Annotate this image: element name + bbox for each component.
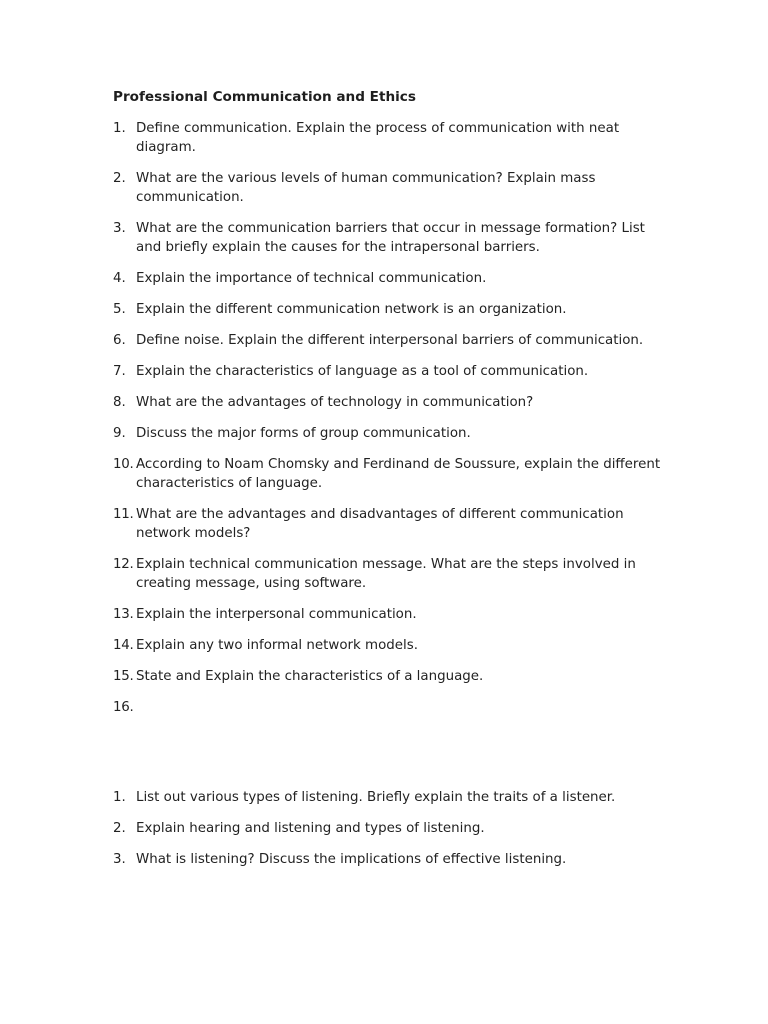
item-number: 4. — [113, 271, 126, 286]
list-item — [113, 331, 673, 350]
item-number: 3. — [113, 852, 126, 867]
item-number: 16. — [113, 700, 134, 715]
list-item — [113, 455, 673, 493]
list-item — [113, 667, 673, 686]
item-text: Explain the interpersonal communication. — [136, 607, 417, 622]
list-item — [113, 269, 673, 288]
list-item — [113, 300, 673, 319]
item-text: Explain the importance of technical communication. — [136, 271, 487, 286]
item-text: What are the communication barriers that occur in message formation? List and briefly explain the causes for the intrapersonal barriers. — [136, 221, 645, 255]
list-item — [113, 169, 673, 207]
item-text: List out various types of listening. Briefly explain the traits of a listener. — [136, 790, 616, 805]
item-text: According to Noam Chomsky and Ferdinand de Soussure, explain the different characteristics of language. — [136, 457, 661, 491]
item-number: 3. — [113, 221, 126, 236]
item-number: 5. — [113, 302, 126, 317]
list-item — [113, 850, 673, 869]
item-text: Discuss the major forms of group communication. — [136, 426, 471, 441]
item-text: Explain the characteristics of language as a tool of communication. — [136, 364, 589, 379]
item-number: 2. — [113, 171, 126, 186]
list-item — [113, 219, 673, 257]
list-item — [113, 119, 673, 157]
list-item — [113, 555, 673, 593]
item-number: 6. — [113, 333, 126, 348]
item-number: 14. — [113, 638, 134, 653]
document-title: Professional Communication and Ethics — [113, 89, 416, 105]
item-number: 9. — [113, 426, 126, 441]
item-text: State and Explain the characteristics of a language. — [136, 669, 484, 684]
item-text: What is listening? Discuss the implications of effective listening. — [136, 852, 567, 867]
item-number: 10. — [113, 457, 134, 472]
list-item — [113, 393, 673, 412]
item-number: 1. — [113, 121, 126, 136]
item-number: 12. — [113, 557, 134, 572]
item-number: 8. — [113, 395, 126, 410]
list-item — [113, 362, 673, 381]
item-text: Define communication. Explain the process of communication with neat diagram. — [136, 121, 620, 155]
item-number: 1. — [113, 790, 126, 805]
item-text: Explain hearing and listening and types of listening. — [136, 821, 485, 836]
question-list-2 — [113, 788, 673, 881]
list-item — [113, 636, 673, 655]
item-number: 7. — [113, 364, 126, 379]
item-number: 15. — [113, 669, 134, 684]
question-list-1 — [113, 119, 673, 715]
item-text: Explain technical communication message. What are the steps involved in creating message, using software. — [136, 557, 636, 591]
item-text: What are the advantages and disadvantages of different communication network models? — [136, 507, 624, 541]
item-number: 13. — [113, 607, 134, 622]
list-item — [113, 788, 673, 807]
item-text: What are the advantages of technology in communication? — [136, 395, 534, 410]
item-text: Define noise. Explain the different interpersonal barriers of communication. — [136, 333, 644, 348]
list-item — [113, 819, 673, 838]
list-item — [113, 605, 673, 624]
item-text: What are the various levels of human communication? Explain mass communication. — [136, 171, 596, 205]
item-number: 2. — [113, 821, 126, 836]
item-text: Explain any two informal network models. — [136, 638, 418, 653]
list-item — [113, 424, 673, 443]
list-item — [113, 505, 673, 543]
item-text: Explain the different communication network is an organization. — [136, 302, 567, 317]
item-number: 11. — [113, 507, 134, 522]
